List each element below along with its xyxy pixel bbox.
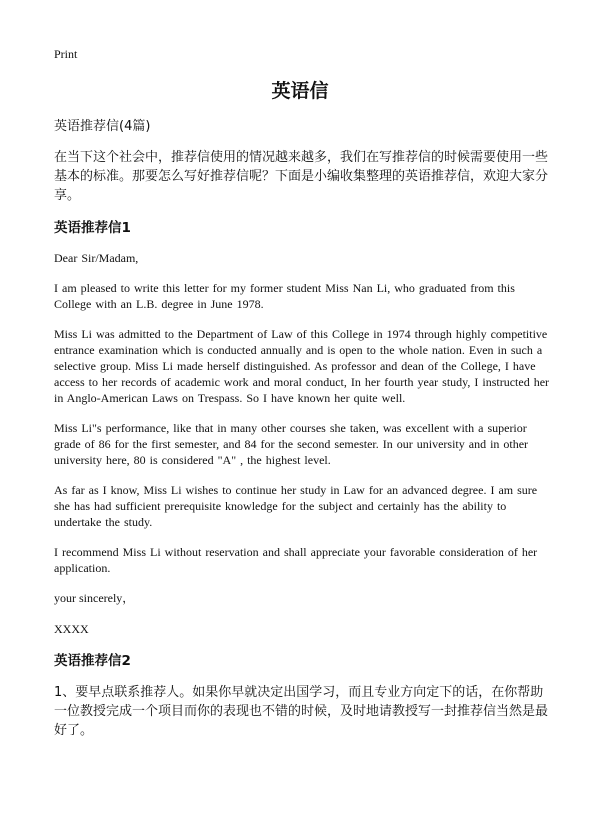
letter-paragraph-2: Miss Li was admitted to the Department of Law of this College in 1974 through highly competitive entrance examination which is conducted annually and is open to the whole nation. Even in such a selective group. Miss Li made herself distinguished. As professor and dean of the College, I have access to her records of academic work and moral conduct, In her fourth year study, I instructed her in Anglo-American Laws on Trespass. So I have known her quite well. <box>54 327 550 405</box>
letter-paragraph-1: I am pleased to write this letter for my former student Miss Nan Li, who graduated from this College with an L.B. degree in June 1978. <box>54 281 515 311</box>
letter-signature: XXXX <box>54 622 89 636</box>
intro-paragraph: 在当下这个社会中，推荐信使用的情况越来越多，我们在写推荐信的时候需要使用一些基本的标准。那要怎么写好推荐信呢？下面是小编收集整理的英语推荐信，欢迎大家分享。 <box>54 150 549 203</box>
document-title: 英语信 <box>271 80 329 102</box>
section-2-paragraph-1: 1、要早点联系推荐人。如果你早就决定出国学习，而且专业方向定下的话，在你帮助一位教授完成一个项目而你的表现也不错的时候，及时地请教授写一封推荐信当然是最好了。 <box>54 685 549 738</box>
document-subtitle: 英语推荐信(4篇) <box>54 119 151 134</box>
letter-paragraph-5: I recommend Miss Li without reservation and shall appreciate your favorable consideration of her application. <box>54 545 538 575</box>
letter-paragraph-4: As far as I know, Miss Li wishes to continue her study in Law for an advanced degree. I am sure she has had sufficient prerequisite knowledge for the subject and certainly has the ability to undertake the study. <box>54 483 538 529</box>
letter-closing: your sincerely， <box>54 591 135 605</box>
print-label[interactable]: Print <box>54 47 78 61</box>
document-body <box>54 118 550 754</box>
letter-paragraph-3: Miss Li"s performance, like that in many other courses she taken, was excellent with a superior grade of 86 for the first semester, and 84 for the second semester. In our university and in other university here, 80 is considered "A" , the highest level. <box>54 421 529 467</box>
section-heading-1: 英语推荐信1 <box>54 220 131 236</box>
letter-salutation: Dear Sir/Madam, <box>54 251 139 265</box>
section-heading-2: 英语推荐信2 <box>54 653 131 669</box>
